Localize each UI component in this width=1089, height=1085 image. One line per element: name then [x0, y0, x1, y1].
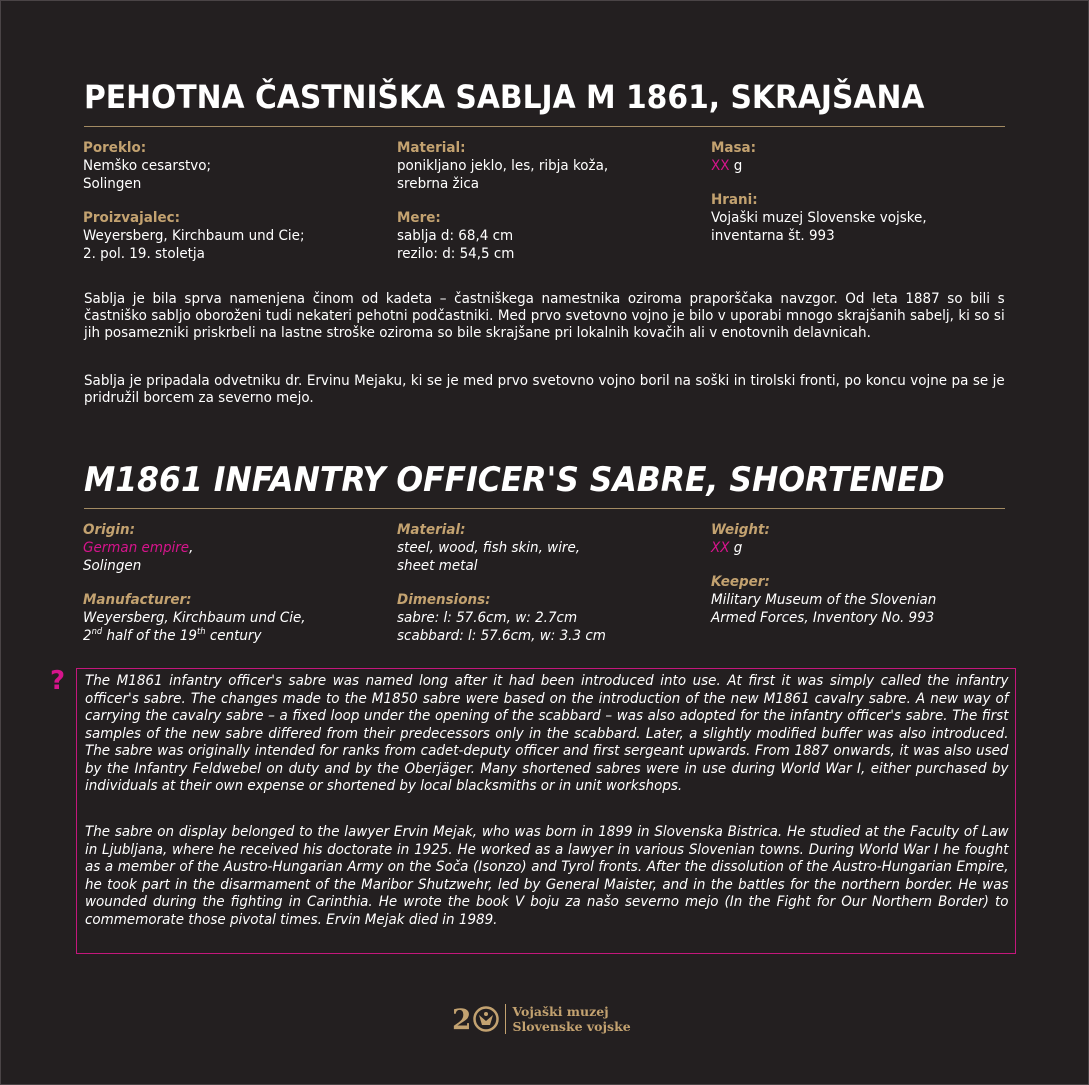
info-column-3-en: [711, 521, 936, 627]
origin-comma-en: ,: [189, 540, 194, 556]
description-paragraph-1-sl: Sablja je bila sprva namenjena činom od kadeta – častniškega namestnika oziroma praporščaka navzgor. Od leta 1887 so bili s častniško sabljo oboroženi tudi nekateri pehotni podčastniki. Med prvo svetovno vojno je bilo v uporabi mnogo skrajšanih sabelj, ki so si jih posamezniki priskrbeli na lastne stroške oziroma so bile skrajšane pri lokalnih kovačih ali v enotovnih delavnicah.: [84, 291, 1005, 341]
century-sup-2: th: [196, 627, 206, 638]
dimensions-value-2-en: scabbard: l: 57.6cm, w: 3.3 cm: [397, 628, 606, 644]
dimensions-label: Mere:: [397, 210, 441, 226]
manufacturer-label-en: Manufacturer:: [83, 592, 192, 608]
material-value-1-en: steel, wood, fish skin, wire,: [397, 540, 581, 556]
origin-value-2-en: Solingen: [83, 558, 142, 574]
weight-number-en: XX: [711, 540, 730, 556]
dimensions-value-1-en: sabre: l: 57.6cm, w: 2.7cm: [397, 610, 578, 626]
description-paragraph-2-en: The sabre on display belonged to the lawyer Ervin Mejak, who was born in 1899 in Slovenska Bistrica. He studied at the Faculty of Law in Ljubljana, where he received his doctorate in 1925. He worked as a lawyer in various Slovenian towns. During World War I he fought as a member of the Austro-Hungarian Army on the Soča (Isonzo) and Tyrol fronts. After the dissolution of the Austro-Hungarian Empire, he took part in the disarmament of the Maribor Shutzwehr, led by General Maister, and in the battles for the northern border. He was wounded during the fighting in Carinthia. He wrote the book V boju za našo severno mejo (In the Fight for Our Northern Border) to commemorate those pivotal times. Ervin Mejak died in 1989.: [85, 824, 1009, 928]
maker-label: Proizvajalec:: [83, 210, 181, 226]
keeper-label: Hrani:: [711, 192, 758, 208]
weight-unit-en: g: [729, 540, 743, 556]
keeper-value-1: Vojaški muzej Slovenske vojske,: [711, 210, 927, 226]
keeper-value-1-en: Military Museum of the Slovenian: [711, 592, 937, 608]
divider-slovenian: [84, 126, 1005, 127]
divider-english: [84, 508, 1005, 509]
century-sup-1: nd: [91, 627, 103, 638]
mass-number: XX: [711, 158, 730, 174]
material-value-2: srebrna žica: [397, 176, 480, 192]
century-text-c: century: [205, 628, 262, 644]
keeper-label-en: Keeper:: [711, 574, 770, 590]
material-label: Material:: [397, 140, 466, 156]
description-paragraph-1-en: The M1861 infantry officer's sabre was named long after it had been introduced into use. At first it was simply called the infantry officer's sabre. The changes made to the M1850 sabre were based on the introduction of the new M1861 cavalry sabre. A new way of carrying the cavalry sabre – a fixed loop under the opening of the scabbard – was also adopted for the infantry officer's sabre. The first samples of the new sabre differed from their predecessors only in the scabbard. Later, a slightly modified buffer was also introduced. The sabre was originally intended for ranks from cadet-deputy officer and first sergeant upwards. From 1887 onwards, it was also used by the Infantry Feldwebel on duty and by the Oberjäger. Many shortened sabres were in use during World War I, either purchased by individuals at their own expense or shortened by local blacksmiths or in unit workshops.: [85, 673, 1009, 794]
century-text-b: half of the 19: [102, 628, 197, 644]
origin-value-2: Solingen: [83, 176, 142, 192]
description-paragraph-2-sl: Sablja je pripadala odvetniku dr. Ervinu Mejaku, ki se je med prvo svetovno vojno boril na soški in tirolski fronti, po koncu vojne pa se je pridružil borcem za severno mejo.: [84, 373, 1005, 406]
weight-label-en: Weight:: [711, 522, 770, 538]
material-value-1: ponikljano jeklo, les, ribja koža,: [397, 158, 609, 174]
manufacturer-value-2-en: [83, 627, 306, 645]
manufacturer-value-1-en: Weyersberg, Kirchbaum und Cie,: [83, 610, 306, 626]
info-column-2-en: [397, 521, 606, 645]
dimensions-label-en: Dimensions:: [397, 592, 491, 608]
dimensions-value-2: rezilo: d: 54,5 cm: [397, 246, 515, 262]
keeper-value-2: inventarna št. 993: [711, 228, 835, 244]
info-column-2-sl: [397, 139, 608, 263]
mass-unit: g: [729, 158, 743, 174]
museum-logo: [452, 1002, 631, 1036]
maker-value-1: Weyersberg, Kirchbaum und Cie;: [83, 228, 305, 244]
origin-label-en: Origin:: [83, 522, 136, 538]
title-slovenian: PEHOTNA ČASTNIŠKA SABLJA M 1861, SKRAJŠANA: [84, 78, 925, 116]
keeper-value-2-en: Armed Forces, Inventory No. 993: [711, 610, 935, 626]
origin-label: Poreklo:: [83, 140, 147, 156]
info-column-3-sl: [711, 139, 927, 245]
century-text-a: 2: [83, 628, 92, 644]
question-mark-icon: ?: [50, 666, 66, 696]
logo-separator: [505, 1004, 506, 1034]
title-english: M1861 INFANTRY OFFICER'S SABRE, SHORTENED: [84, 460, 945, 500]
mass-value: [711, 157, 927, 175]
weight-value-en: [711, 539, 936, 557]
mass-label: Masa:: [711, 140, 757, 156]
origin-value-1: Nemško cesarstvo;: [83, 158, 212, 174]
logo-line-1: Vojaški muzej: [512, 1004, 609, 1019]
origin-value-1-en: [83, 539, 306, 557]
origin-country-en: German empire: [83, 540, 190, 556]
material-value-2-en: sheet metal: [397, 558, 478, 574]
material-label-en: Material:: [397, 522, 466, 538]
logo-number: 2: [452, 1002, 472, 1036]
maker-value-2: 2. pol. 19. stoletja: [83, 246, 205, 262]
logo-line-2: Slovenske vojske: [512, 1019, 631, 1034]
emblem-icon: [473, 1006, 499, 1032]
info-column-1-sl: [83, 139, 305, 263]
dimensions-value-1: sablja d: 68,4 cm: [397, 228, 514, 244]
logo-text: [512, 1004, 630, 1034]
info-column-1-en: [83, 521, 306, 645]
